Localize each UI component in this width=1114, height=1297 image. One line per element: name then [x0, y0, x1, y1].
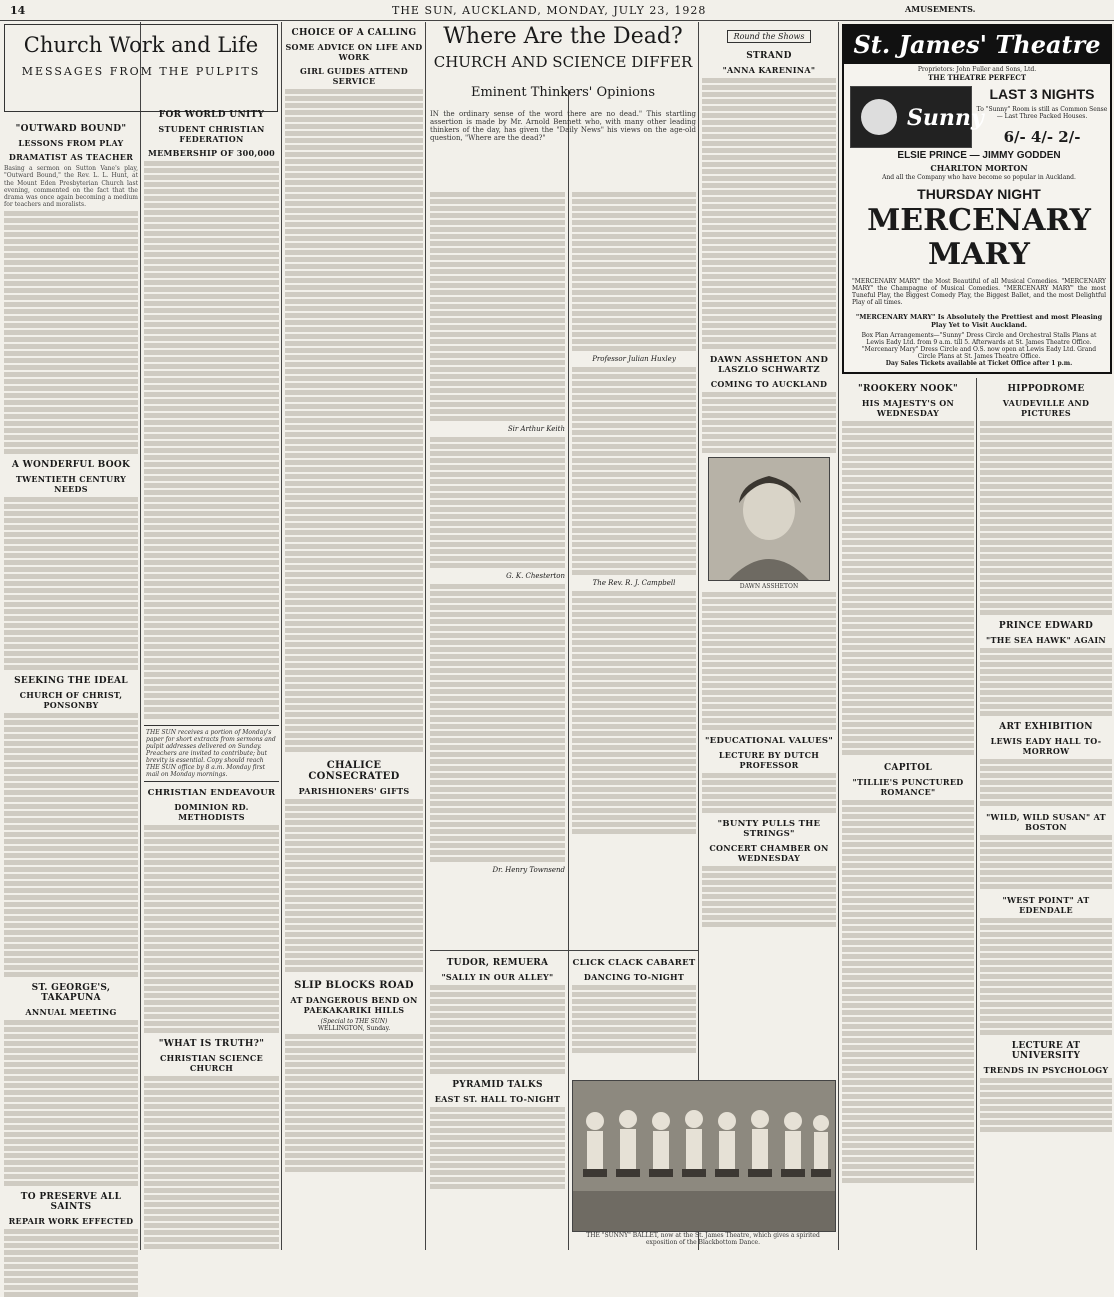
- masthead: THE SUN, AUCKLAND, MONDAY, JULY 23, 1928: [392, 4, 707, 17]
- art-headline: ART EXHIBITION: [999, 722, 1093, 732]
- dramatist-headline: DRAMATIST AS TEACHER: [8, 152, 134, 162]
- lessons-headline: LESSONS FROM PLAY: [18, 138, 124, 148]
- calling-headline: CHOICE OF A CALLING: [291, 28, 417, 38]
- sig-campbell: The Rev. R. J. Campbell: [592, 579, 676, 587]
- section-rule: [430, 950, 698, 951]
- paekakariki-headline: AT DANGEROUS BEND ON PAEKAKARIKI HILLS: [290, 995, 418, 1015]
- unity-headline: FOR WORLD UNITY: [158, 110, 265, 120]
- sig-chesterton: G. K. Chesterton: [506, 572, 565, 580]
- hippodrome-headline: HIPPODROME: [1007, 384, 1085, 394]
- vaudeville-headline: VAUDEVILLE AND PICTURES: [1002, 398, 1090, 418]
- dawn-caption: DAWN ASSHETON: [739, 583, 799, 590]
- prices: 6/- 4/- 2/-: [1003, 128, 1081, 146]
- thursday: THURSDAY NIGHT: [917, 186, 1041, 202]
- annual-headline: ANNUAL MEETING: [25, 1006, 117, 1017]
- ballet-photo: [572, 1080, 836, 1232]
- majesty-headline: HIS MAJESTY'S ON WEDNESDAY: [861, 398, 955, 418]
- membership-headline: MEMBERSHIP OF 300,000: [147, 148, 276, 158]
- page-header: [0, 0, 1114, 21]
- repair-headline: REPAIR WORK EFFECTED: [8, 1215, 134, 1226]
- portrait-icon: [709, 458, 829, 580]
- westpoint-headline: "WEST POINT" AT EDENDALE: [1002, 895, 1090, 915]
- click-clack: [572, 954, 696, 1074]
- dead-col-a: [430, 190, 565, 950]
- outward-headline: "OUTWARD BOUND": [15, 124, 127, 134]
- column-rule: [425, 22, 426, 1250]
- advice-headline: SOME ADVICE ON LIFE AND WORK: [285, 42, 423, 62]
- east-headline: EAST ST. HALL TO-NIGHT: [434, 1094, 561, 1104]
- tudor-headline: TUDOR, REMUERA: [446, 958, 549, 968]
- chalice-headline: CHALICE CONSECRATED: [308, 760, 400, 782]
- tickets: Day Sales Tickets available at Ticket Office after 1 p.m.: [885, 360, 1073, 367]
- truth-headline: "WHAT IS TRUTH?": [158, 1039, 265, 1049]
- capitol-headline: CAPITOL: [883, 763, 933, 773]
- dawn-headline: DAWN ASSHETON AND LASZLO SCHWARTZ: [709, 355, 829, 375]
- tillie-headline: "TILLIE'S PUNCTURED ROMANCE": [852, 777, 964, 797]
- column-shows: [702, 24, 836, 1250]
- sig-huxley: Professor Julian Huxley: [592, 355, 676, 363]
- sunny-logo-icon: [851, 87, 984, 147]
- rookery-headline: "ROOKERY NOOK": [858, 384, 958, 394]
- preserve-headline: TO PRESERVE ALL SAINTS: [20, 1191, 122, 1212]
- last-nights: LAST 3 NIGHTS: [989, 86, 1095, 102]
- dateline: WELLINGTON, Sunday.: [317, 1025, 391, 1032]
- round-shows-label: Round the Shows: [727, 30, 812, 43]
- science-headline: CHRISTIAN SCIENCE CHURCH: [160, 1053, 263, 1073]
- church-christ-headline: CHURCH OF CHRIST, PONSONBY: [19, 689, 123, 710]
- charlton: CHARLTON MORTON: [930, 163, 1028, 173]
- dominion-headline: DOMINION RD. METHODISTS: [174, 802, 249, 822]
- dead-lead: IN the ordinary sense of the word there are no dead." This startling assertion is made by Mr. Arnold Bennett who, with many other leading thinkers of the day, has given the "Daily News" his views on the age-old question, "Where are the dead?": [430, 110, 696, 142]
- column-rule: [140, 22, 141, 1250]
- dead-title: Where Are the Dead?: [443, 24, 683, 49]
- sig-keith: Sir Arthur Keith: [507, 425, 565, 433]
- lewis-headline: LEWIS EADY HALL TO-MORROW: [990, 736, 1102, 756]
- column-rookery: [842, 380, 974, 1250]
- plays-text: "MERCENARY MARY" the Most Beautiful of all Musical Comedies. "MERCENARY MARY" the Champagne of Musical Comedies. "MERCENARY MARY" the most Tuneful Play, the Biggest Comedy Play, the Biggest Ballet, and the most Delightful Play of all times.: [852, 278, 1106, 306]
- dead-kicker: Eminent Thinkers' Opinions: [470, 85, 656, 100]
- click-headline: CLICK CLACK CABARET: [572, 958, 696, 968]
- prince-headline: PRINCE EDWARD: [998, 621, 1094, 631]
- prettiest: "MERCENARY MARY" Is Absolutely the Prettiest and most Pleasing Play Yet to Visit Auckland.: [855, 313, 1103, 329]
- sig-townsend: Dr. Henry Townsend: [492, 866, 565, 874]
- outward-lead: Basing a sermon on Sutton Vane's play, "Outward Bound," the Rev. L. L. Hunt, at the Mount Eden Presbyterian Church last evening, commented on the fact that the drama was once again becoming a medium for teachers and moralists.: [4, 165, 138, 209]
- section-label: AMUSEMENTS.: [905, 4, 976, 14]
- page-number: 14: [10, 4, 26, 17]
- dancing-headline: DANCING TO-NIGHT: [583, 972, 685, 982]
- pyramid-headline: PYRAMID TALKS: [452, 1080, 543, 1090]
- church-title-frame: [4, 24, 278, 112]
- seeking-headline: SEEKING THE IDEAL: [14, 675, 128, 686]
- ballet-dancers-icon: [573, 1081, 835, 1231]
- trends-headline: TRENDS IN PSYCHOLOGY: [983, 1065, 1109, 1075]
- mercenary-title: MERCENARY MARY: [867, 203, 1091, 272]
- dead-col-b: [572, 190, 696, 950]
- dawn-photo: [708, 457, 830, 581]
- karenina-headline: "ANNA KARENINA": [722, 65, 816, 75]
- column-rule: [281, 22, 282, 1250]
- column-rule: [976, 378, 977, 1250]
- st-george-headline: ST. GEORGE'S, TAKAPUNA: [31, 982, 111, 1003]
- strand-headline: STRAND: [746, 51, 792, 61]
- proprietors: Proprietors: John Fuller and Sons, Ltd.: [917, 66, 1037, 73]
- column-rule: [568, 90, 569, 1250]
- federation-headline: STUDENT CHRISTIAN FEDERATION: [158, 124, 265, 144]
- ballet-caption: THE "SUNNY" BALLET, now at the St. James Theatre, which gives a spirited exposition of the Blackbottom Dance.: [586, 1232, 820, 1246]
- church-subtitle: MESSAGES FROM THE PULPITS: [21, 65, 261, 78]
- dead-subtitle: CHURCH AND SCIENCE DIFFER: [433, 53, 693, 71]
- column-tudor: [430, 954, 565, 1250]
- guides-headline: GIRL GUIDES ATTEND SERVICE: [300, 66, 408, 86]
- concert-headline: CONCERT CHAMBER ON WEDNESDAY: [709, 843, 829, 863]
- sun-note: THE SUN receives a portion of Monday's paper for short extracts from sermons and pulpit addresses delivered on Sunday. Preachers are invited to contribute; but brevity is essential. Copy should reach THE SUN office by 8 a.m. Monday first mail on Monday mornings.: [144, 725, 279, 782]
- company: And all the Company who have become so popular in Auckland.: [882, 174, 1076, 181]
- church-title: Church Work and Life: [23, 33, 259, 57]
- sunny-note: To "Sunny" Room is still as Common Sense — Last Three Packed Houses.: [976, 106, 1108, 120]
- educational-headline: "EDUCATIONAL VALUES": [704, 736, 834, 746]
- seahawk-headline: "THE SEA HAWK" AGAIN: [986, 635, 1106, 645]
- alley-headline: "SALLY IN OUR ALLEY": [441, 972, 554, 982]
- coming-headline: COMING TO AUCKLAND: [710, 379, 828, 389]
- university-headline: LECTURE AT UNIVERSITY: [1011, 1041, 1081, 1061]
- column-calling: [285, 24, 423, 1250]
- sunny-art: [850, 86, 984, 148]
- column-hippodrome: [980, 380, 1112, 1250]
- st-james-ad: [842, 24, 1112, 374]
- endeavour-headline: CHRISTIAN ENDEAVOUR: [147, 788, 276, 798]
- stars: ELSIE PRINCE — JIMMY GODDEN: [897, 150, 1061, 161]
- wild-headline: "WILD, WILD SUSAN" AT BOSTON: [986, 812, 1106, 832]
- column-rule: [698, 22, 699, 1250]
- column-unity: [144, 106, 279, 1250]
- wonderful-headline: A WONDERFUL BOOK: [11, 459, 131, 470]
- theatre-perfect: THE THEATRE PERFECT: [927, 73, 1027, 82]
- lecture-headline: LECTURE BY DUTCH PROFESSOR: [718, 750, 820, 770]
- special-note: (Special to THE SUN): [320, 1018, 388, 1025]
- slip-headline: SLIP BLOCKS ROAD: [294, 980, 414, 991]
- twentieth-headline: TWENTIETH CENTURY NEEDS: [15, 473, 127, 494]
- svg-text:Sunny: Sunny: [907, 105, 984, 131]
- box-plans: Box Plan Arrangements—"Sunny" Dress Circle and Orchestral Stalls Plans at Lewis Eady Ltd. from 9 a.m. till 5. Afterwards at St. James Theatre Office. "Mercenary Mary" Dress Circle and O.S. now open at Lewis Eady Ltd. Grand Circle Plans at St. James Theatre Office.: [861, 332, 1097, 360]
- column-rule: [838, 22, 839, 1250]
- bunty-headline: "BUNTY PULLS THE STRINGS": [717, 819, 821, 839]
- theatre-name: St. James' Theatre: [844, 26, 1110, 64]
- parish-headline: PARISHIONERS' GIFTS: [298, 786, 410, 796]
- column-church: [4, 120, 138, 1250]
